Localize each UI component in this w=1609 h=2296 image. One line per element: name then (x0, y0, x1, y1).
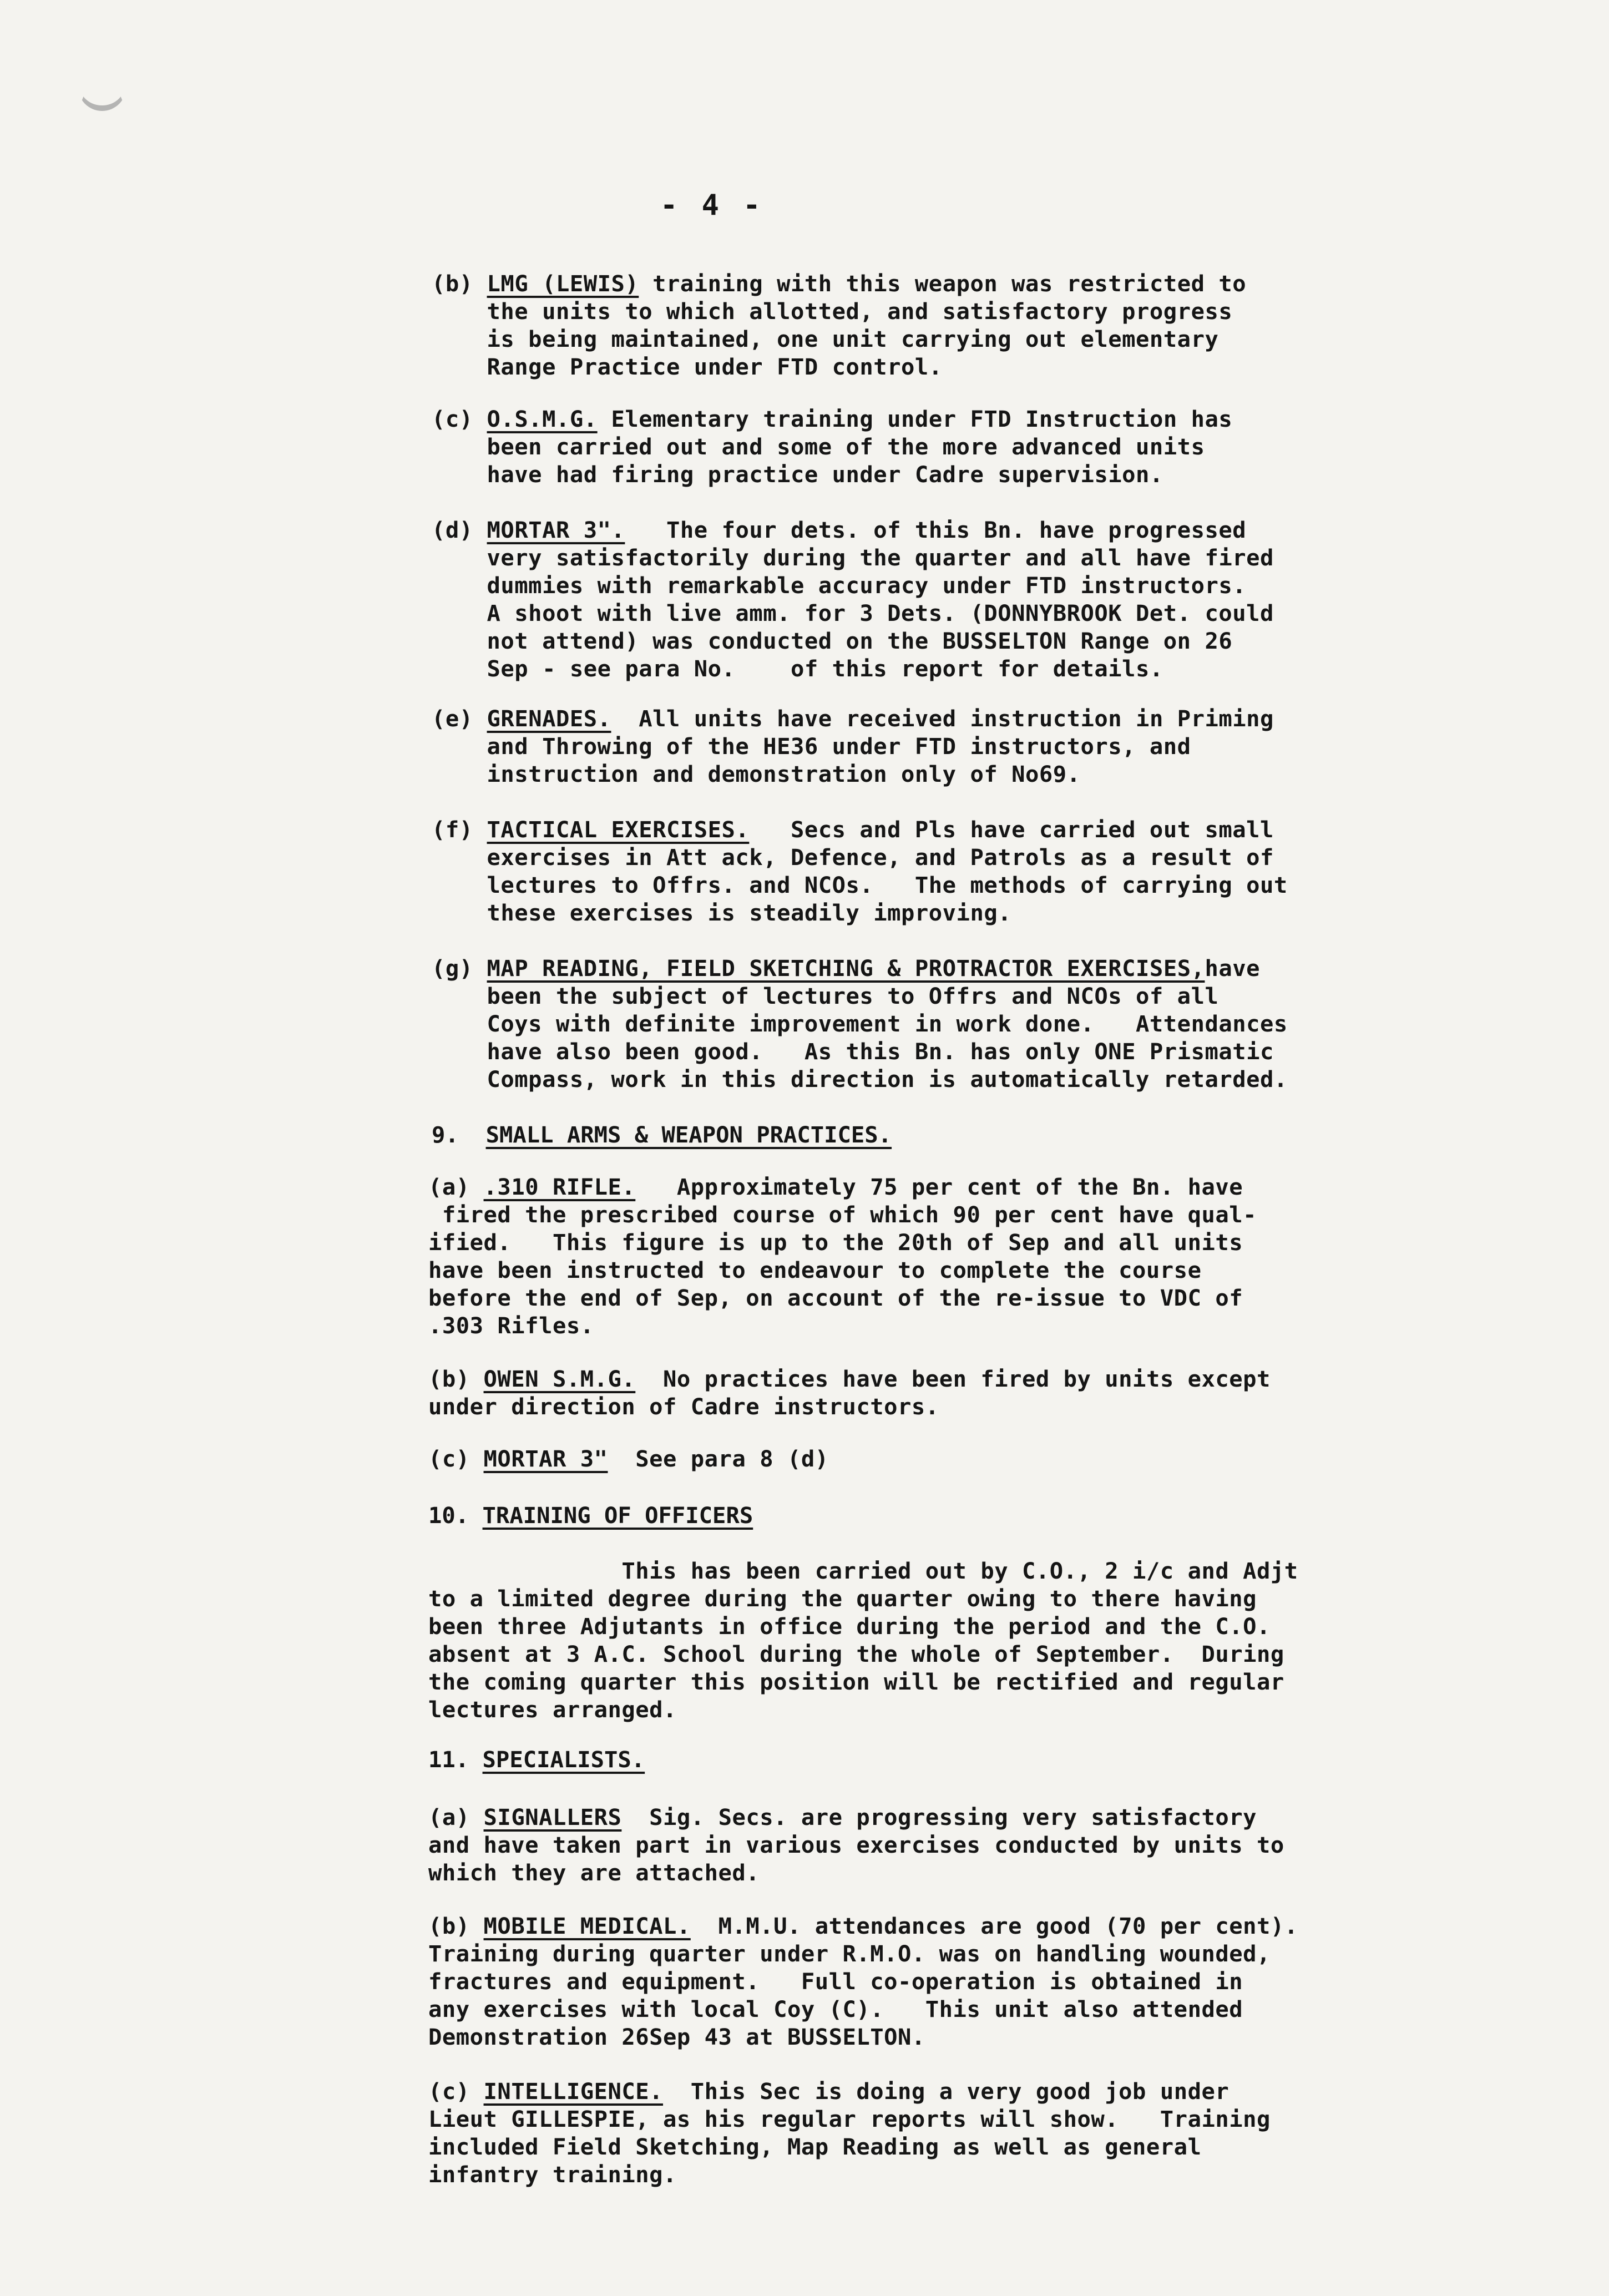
item-c-osmg (432, 405, 1232, 488)
item-text: All units have received instruction in Priming and Throwing of the HE36 under FTD instructors, and instruction and demonstration only of No69. (487, 705, 1274, 787)
item-title: MORTAR 3" (483, 1445, 608, 1472)
item-title: MOBILE MEDICAL. (483, 1913, 691, 1939)
item-text: Approximately 75 per cent of the Bn. have fired the prescribed course of which 90 per cent have qual- ified. This figure is up to the 20th of Sep and all units have been instructed to endeavour to complete the course before the end of Sep, on account of the re-issue to VDC of .303 Rifles. (428, 1174, 1257, 1339)
item-text: M.M.U. attendances are good (70 per cent). Training during quarter under R.M.O. was on handling wounded, fractures and equipment. Full co-operation is obtained in any exercises with local Coy (C). This unit also attended Demonstration 26Sep 43 at BUSSELTON. (428, 1913, 1298, 2050)
item-marker: (c) (428, 1445, 470, 1472)
item-title: TACTICAL EXERCISES. (487, 816, 750, 843)
item-title: .310 RIFLE. (483, 1174, 636, 1200)
item-marker: (a) (428, 1174, 470, 1200)
item-title: INTELLIGENCE. (483, 2078, 664, 2105)
item-b-lmg (432, 270, 1246, 381)
item-marker: (a) (428, 1804, 470, 1830)
item-text: Sig. Secs. are progressing very satisfactory and have taken part in various exercises conducted by units to which they are attached. (428, 1804, 1284, 1886)
item-title: SIGNALLERS (483, 1804, 622, 1830)
section-9-heading (432, 1121, 892, 1149)
item-text: The four dets. of this Bn. have progressed very satisfactorily during the quarter and all have fired dummies with remarkable accuracy under FTD instructors. A shoot with live amm. for 3 Dets. (DONNYBROOK Det. could not attend) was conducted on the BUSSELTON Range on 26 Sep - see para No. of this report for details. (487, 517, 1274, 682)
section-9a-rifle (428, 1173, 1257, 1339)
item-text: See para 8 (d) (608, 1445, 829, 1472)
section-9b-owen-smg (428, 1365, 1271, 1420)
item-f-tactical (432, 816, 1288, 927)
item-text: have been the subject of lectures to Offrs and NCOs of all Coys with definite improvement in work done. Attendances have also been good. As this Bn. has only ONE Prismatic Compass, work in this direction is automatically retarded. (487, 955, 1288, 1093)
item-text: Elementary training under FTD Instruction has been carried out and some of the more advanced units have had firing practice under Cadre supervision. (487, 406, 1233, 488)
heading-number: 10. (428, 1502, 469, 1529)
section-10-text: This has been carried out by C.O., 2 i/c and Adjt to a limited degree during the quarter owing to there having been three Adjutants in office during the period and the C.O. absent at 3 A.C. School during the whole of September. During the coming quarter this position will be rectified and regular lectures arranged. (428, 1557, 1298, 1723)
item-g-map-reading (432, 954, 1288, 1093)
item-title: OWEN S.M.G. (483, 1366, 636, 1392)
section-11c-intelligence (428, 2077, 1271, 2188)
item-marker: (b) (428, 1913, 470, 1939)
heading-text: SPECIALISTS. (482, 1746, 645, 1773)
item-text: This Sec is doing a very good job under Lieut GILLESPIE, as his regular reports will show. Training included Field Sketching, Map Reading as well as general infantry training. (428, 2078, 1271, 2188)
section-11a-signallers (428, 1803, 1284, 1887)
heading-number: 9. (432, 1121, 459, 1148)
item-d-mortar (432, 516, 1274, 682)
punch-hole-mark (78, 61, 127, 111)
section-10-heading (428, 1501, 753, 1529)
item-text: Secs and Pls have carried out small exercises in Att ack, Defence, and Patrols as a result of lectures to Offrs. and NCOs. The methods of carrying out these exercises is steadily improving. (487, 816, 1288, 926)
item-marker: (c) (432, 406, 473, 432)
item-text: No practices have been fired by units except under direction of Cadre instructors. (428, 1366, 1271, 1420)
section-9c-mortar (428, 1445, 829, 1473)
section-11b-mobile-medical (428, 1912, 1298, 2051)
section-11-heading (428, 1746, 645, 1773)
item-title: MORTAR 3". (487, 517, 625, 543)
item-marker: (b) (428, 1366, 470, 1392)
heading-text: SMALL ARMS & WEAPON PRACTICES. (485, 1121, 892, 1148)
item-marker: (f) (432, 816, 473, 843)
item-title: O.S.M.G. (487, 406, 598, 432)
heading-text: TRAINING OF OFFICERS (482, 1502, 753, 1529)
item-e-grenades (432, 705, 1274, 788)
item-marker: (d) (432, 517, 473, 543)
item-marker: (e) (432, 705, 473, 732)
item-marker: (c) (428, 2078, 470, 2105)
item-title: MAP READING, FIELD SKETCHING & PROTRACTOR EXERCISES, (487, 955, 1205, 982)
page-number: - 4 - (660, 189, 764, 222)
item-title: GRENADES. (487, 705, 611, 732)
item-marker: (g) (432, 955, 473, 982)
heading-number: 11. (428, 1746, 469, 1773)
item-title: LMG (LEWIS) (487, 270, 639, 297)
item-marker: (b) (432, 270, 473, 297)
item-text: training with this weapon was restricted to the units to which allotted, and satisfactory progress is being maintained, one unit carrying out elementary Range Practice under FTD control. (487, 270, 1247, 380)
